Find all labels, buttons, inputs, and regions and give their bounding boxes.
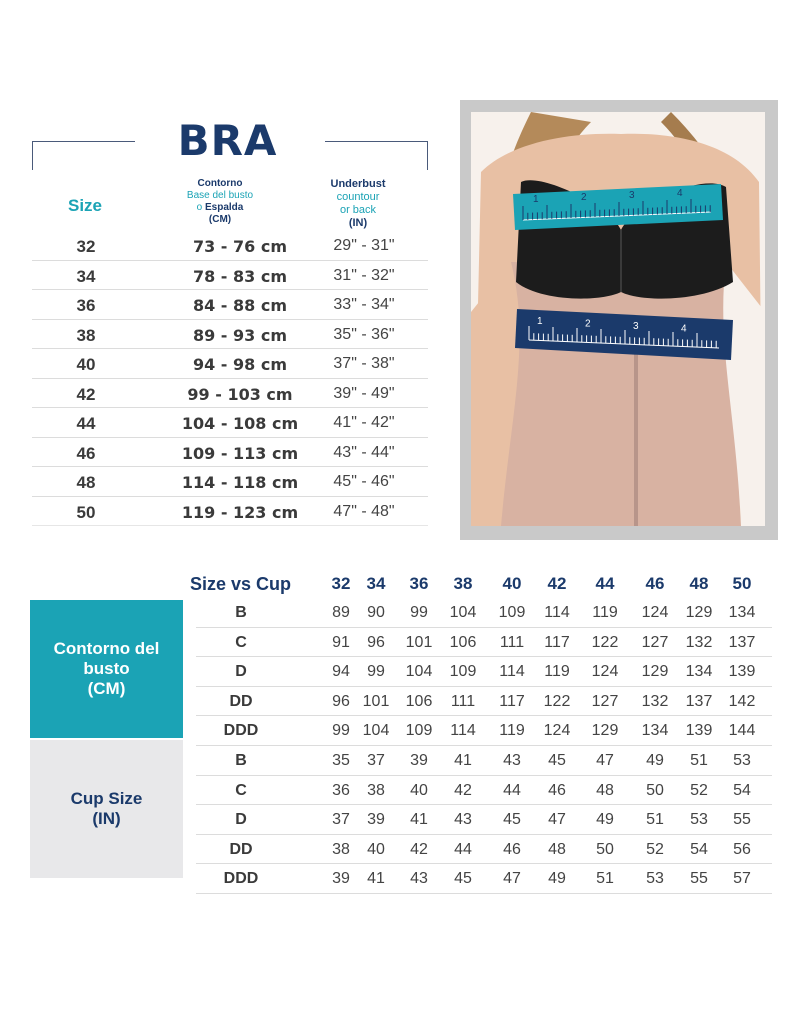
- cup-value-cell: 45: [454, 870, 472, 888]
- cup-value-cell: 45: [548, 751, 566, 769]
- bra-table-row: [32, 261, 428, 291]
- cup-value-cell: 55: [733, 811, 751, 829]
- contorno-header-line3: [160, 202, 280, 214]
- cup-value-cell: 89: [332, 604, 350, 621]
- cup-value-cell: 44: [503, 781, 521, 799]
- cup-label-cell: DD: [229, 840, 253, 858]
- band-cm-label: [30, 600, 183, 738]
- cup-value-cell: 137: [685, 692, 713, 710]
- tape-number-bottom: 1: [537, 316, 543, 327]
- cup-value-cell: 111: [499, 633, 525, 651]
- cup-value-cell: 49: [596, 811, 614, 829]
- cup-value-cell: 47: [548, 811, 566, 829]
- contorno-header-line4: (CM): [208, 214, 232, 225]
- cup-value-cell: 53: [690, 811, 708, 829]
- cup-value-cell: 134: [641, 722, 669, 740]
- cup-value-cell: 42: [410, 840, 428, 858]
- bra-in-cell: 33" - 34": [333, 296, 395, 313]
- size-vs-cup-title: Size vs Cup: [190, 574, 292, 594]
- cup-value-cell: 40: [367, 840, 385, 858]
- cup-value-cell: 132: [685, 633, 713, 651]
- cup-value-cell: 49: [548, 870, 566, 888]
- cup-value-cell: 137: [728, 633, 756, 651]
- title-bracket-left: [32, 141, 135, 170]
- cup-value-cell: 55: [690, 870, 708, 888]
- cup-value-cell: 99: [367, 663, 385, 681]
- cup-table-row: [196, 628, 772, 658]
- model-photo: [471, 112, 765, 526]
- cup-value-cell: 144: [728, 722, 756, 740]
- cup-value-cell: 43: [410, 870, 428, 888]
- cup-label-cell: DDD: [223, 722, 259, 740]
- band-cm-label-line2: busto: [83, 659, 130, 678]
- underbust-header-line4: (IN): [348, 217, 368, 229]
- cup-value-cell: 51: [596, 870, 614, 888]
- bra-size-table: [32, 231, 428, 526]
- cup-value-cell: 39: [332, 870, 350, 888]
- cup-value-cell: 90: [367, 604, 385, 621]
- cup-value-cell: 96: [367, 633, 385, 651]
- cup-size-label-line2: (IN): [92, 809, 121, 828]
- size-vs-cup-table: [196, 598, 772, 894]
- cup-value-cell: 111: [450, 692, 476, 710]
- cup-value-cell: 39: [367, 811, 385, 829]
- bra-cm-cell: 84 - 88 cm: [192, 296, 288, 315]
- bra-cm-cell: 109 - 113 cm: [181, 443, 299, 463]
- cup-column-header: 46: [645, 574, 665, 593]
- cup-value-cell: 43: [454, 811, 472, 829]
- bra-table-row: [32, 379, 428, 409]
- cup-value-cell: 37: [332, 811, 350, 829]
- bra-in-cell: 37" - 38": [333, 355, 395, 372]
- underbust-header-line3: or back: [339, 204, 377, 216]
- cup-label-cell: C: [235, 633, 247, 651]
- cup-column-header: 50: [732, 574, 752, 593]
- cup-value-cell: 119: [544, 663, 570, 681]
- bra-cm-cell: 73 - 76 cm: [192, 237, 288, 256]
- cup-table-row: [196, 746, 772, 776]
- cup-value-cell: 42: [454, 781, 472, 799]
- cup-column-header: 44: [595, 574, 615, 593]
- cup-value-cell: 35: [332, 751, 350, 769]
- cup-value-cell: 106: [449, 633, 477, 651]
- bra-cm-cell: 94 - 98 cm: [192, 355, 288, 374]
- cup-value-cell: 41: [410, 811, 428, 829]
- tape-number-top: 2: [581, 192, 587, 203]
- cup-label-cell: C: [235, 781, 247, 799]
- bra-table-row: [32, 349, 428, 379]
- bra-in-cell: 31" - 32": [333, 266, 395, 284]
- cup-label-cell: D: [235, 811, 247, 829]
- cup-label-cell: DDD: [223, 870, 259, 888]
- cup-value-cell: 129: [641, 663, 669, 681]
- bra-in-cell: 39" - 49": [333, 384, 395, 402]
- cup-value-cell: 54: [690, 840, 708, 858]
- bra-table-row: [32, 438, 428, 468]
- cup-value-cell: 122: [591, 633, 619, 651]
- cup-value-cell: 127: [591, 692, 619, 710]
- cup-table-row: [196, 776, 772, 806]
- cup-value-cell: 104: [449, 604, 477, 621]
- cup-value-cell: 96: [332, 692, 350, 710]
- tape-number-bottom: 4: [681, 323, 687, 335]
- cup-value-cell: 132: [641, 692, 669, 710]
- bra-in-cell: 47" - 48": [333, 502, 395, 520]
- cup-value-cell: 53: [646, 870, 664, 888]
- cup-label-cell: B: [235, 604, 247, 621]
- cup-value-cell: 117: [544, 633, 570, 651]
- cup-value-cell: 134: [685, 663, 713, 681]
- cup-value-cell: 46: [503, 840, 521, 858]
- bra-table-row: [32, 231, 428, 261]
- cup-table-row: [196, 687, 772, 717]
- cup-value-cell: 47: [596, 751, 614, 769]
- bra-cm-cell: 119 - 123 cm: [181, 502, 299, 522]
- bra-size-cell: 46: [76, 443, 96, 463]
- cup-value-cell: 124: [641, 604, 669, 621]
- cup-column-header: 34: [366, 574, 386, 593]
- underbust-column-header: [312, 178, 404, 230]
- bra-size-cell: 44: [76, 414, 96, 433]
- cup-value-cell: 41: [367, 870, 385, 888]
- cup-value-cell: 134: [728, 604, 756, 621]
- bra-size-cell: 50: [76, 502, 96, 522]
- bra-cm-cell: 104 - 108 cm: [181, 414, 299, 433]
- cup-value-cell: 129: [685, 604, 713, 621]
- cup-value-cell: 129: [591, 722, 619, 740]
- cup-column-header: 40: [502, 574, 522, 593]
- underbust-header-line1: Underbust: [330, 178, 386, 190]
- bra-size-cell: 42: [76, 384, 96, 404]
- cup-column-header: 36: [409, 574, 429, 593]
- cup-table-header: [188, 574, 778, 598]
- cup-value-cell: 37: [367, 751, 385, 769]
- bra-size-cell: 34: [76, 266, 96, 286]
- cup-value-cell: 38: [332, 840, 350, 858]
- cup-value-cell: 101: [362, 692, 390, 710]
- cup-value-cell: 39: [410, 751, 428, 769]
- tape-number-top: 1: [533, 194, 539, 205]
- bra-size-cell: 32: [76, 237, 96, 256]
- cup-column-header: 48: [689, 574, 709, 593]
- cup-value-cell: 40: [410, 781, 428, 799]
- cup-label-cell: D: [235, 663, 247, 681]
- title-bracket-right: [325, 141, 428, 170]
- cup-value-cell: 117: [499, 692, 525, 710]
- cup-table-row: [196, 864, 772, 894]
- cup-value-cell: 106: [405, 692, 433, 710]
- cup-value-cell: 56: [733, 840, 751, 858]
- cup-value-cell: 109: [449, 663, 477, 681]
- cup-value-cell: 44: [454, 840, 472, 858]
- cup-table-row: [196, 657, 772, 687]
- size-column-header: Size: [67, 196, 103, 215]
- cup-value-cell: 99: [332, 722, 350, 740]
- bra-size-cell: 38: [76, 325, 96, 345]
- cup-value-cell: 57: [733, 870, 751, 888]
- cup-value-cell: 36: [332, 781, 350, 799]
- cup-value-cell: 48: [596, 781, 614, 799]
- bra-in-cell: 45" - 46": [333, 473, 395, 490]
- cup-value-cell: 104: [362, 722, 390, 740]
- contorno-header-line3a: o: [196, 202, 205, 213]
- bra-in-cell: 35" - 36": [333, 325, 395, 343]
- cup-value-cell: 101: [405, 633, 433, 651]
- cup-value-cell: 43: [503, 751, 521, 769]
- cup-value-cell: 91: [332, 633, 350, 651]
- cup-value-cell: 139: [728, 663, 756, 681]
- cup-value-cell: 99: [410, 604, 428, 621]
- tape-number-bottom: 3: [633, 321, 639, 332]
- cup-value-cell: 48: [548, 840, 566, 858]
- cup-value-cell: 51: [690, 751, 708, 769]
- bra-cm-cell: 78 - 83 cm: [192, 266, 288, 286]
- tape-number-top: 3: [629, 190, 635, 201]
- contorno-column-header: [160, 178, 280, 226]
- cup-value-cell: 50: [596, 840, 614, 858]
- cup-value-cell: 53: [733, 751, 751, 769]
- cup-value-cell: 127: [641, 633, 669, 651]
- bra-size-cell: 36: [76, 296, 96, 315]
- contorno-header-line3b: Espalda: [204, 202, 244, 213]
- cup-value-cell: 50: [646, 781, 664, 799]
- bra-table-row: [32, 467, 428, 497]
- cup-value-cell: 54: [733, 781, 751, 799]
- cup-value-cell: 45: [503, 811, 521, 829]
- model-illustration: [471, 112, 765, 526]
- cup-value-cell: 46: [548, 781, 566, 799]
- cup-table-row: [196, 805, 772, 835]
- cup-value-cell: 49: [646, 751, 664, 769]
- cup-size-label-line1: Cup Size: [70, 789, 143, 808]
- cup-value-cell: 119: [499, 722, 525, 740]
- cup-table-row: [196, 598, 772, 628]
- bra-size-cell: 40: [76, 355, 96, 374]
- cup-value-cell: 47: [503, 870, 521, 888]
- bra-in-cell: 43" - 44": [333, 443, 395, 461]
- band-cm-label-line3: (CM): [87, 679, 126, 698]
- cup-column-header: 42: [547, 574, 567, 593]
- cup-value-cell: 109: [405, 722, 433, 740]
- tape-number-top: 4: [677, 188, 683, 199]
- cup-value-cell: 119: [592, 604, 618, 621]
- cup-value-cell: 38: [367, 781, 385, 799]
- cup-value-cell: 122: [543, 692, 571, 710]
- cup-value-cell: 114: [450, 722, 476, 740]
- contorno-header-line1: Contorno: [197, 178, 243, 189]
- cup-value-cell: 52: [646, 840, 664, 858]
- cup-value-cell: 109: [498, 604, 526, 621]
- cup-value-cell: 52: [690, 781, 708, 799]
- bra-in-cell: 41" - 42": [333, 414, 395, 431]
- band-cm-label-line1: Contorno del: [53, 639, 160, 658]
- cup-value-cell: 114: [544, 604, 570, 621]
- cup-column-header: 32: [331, 574, 351, 593]
- cup-label-cell: DD: [229, 692, 253, 710]
- cup-value-cell: 124: [591, 663, 619, 681]
- bra-cm-cell: 99 - 103 cm: [187, 384, 293, 404]
- cup-value-cell: 142: [728, 692, 756, 710]
- cup-value-cell: 139: [685, 722, 713, 740]
- bra-table-row: [32, 408, 428, 438]
- cup-value-cell: 41: [454, 751, 472, 769]
- bra-table-row: [32, 497, 428, 527]
- bra-table-row: [32, 290, 428, 320]
- cup-value-cell: 104: [405, 663, 433, 681]
- bra-cm-cell: 114 - 118 cm: [181, 473, 299, 492]
- cup-size-in-label: [30, 740, 183, 878]
- bra-size-cell: 48: [76, 473, 96, 492]
- cup-table-row: [196, 716, 772, 746]
- bra-title: BRA: [177, 116, 278, 165]
- bra-in-cell: 29" - 31": [333, 237, 395, 254]
- cup-value-cell: 124: [543, 722, 571, 740]
- contorno-header-line2: Base del busto: [186, 190, 254, 201]
- cup-label-cell: B: [235, 751, 247, 769]
- cup-value-cell: 51: [646, 811, 664, 829]
- bra-table-row: [32, 320, 428, 350]
- underbust-header-line2: countour: [336, 191, 380, 203]
- cup-table-row: [196, 835, 772, 865]
- cup-value-cell: 94: [332, 663, 350, 681]
- cup-column-header: 38: [453, 574, 473, 593]
- tape-number-bottom: 2: [585, 318, 591, 330]
- cup-value-cell: 114: [499, 663, 525, 681]
- bra-cm-cell: 89 - 93 cm: [192, 325, 288, 345]
